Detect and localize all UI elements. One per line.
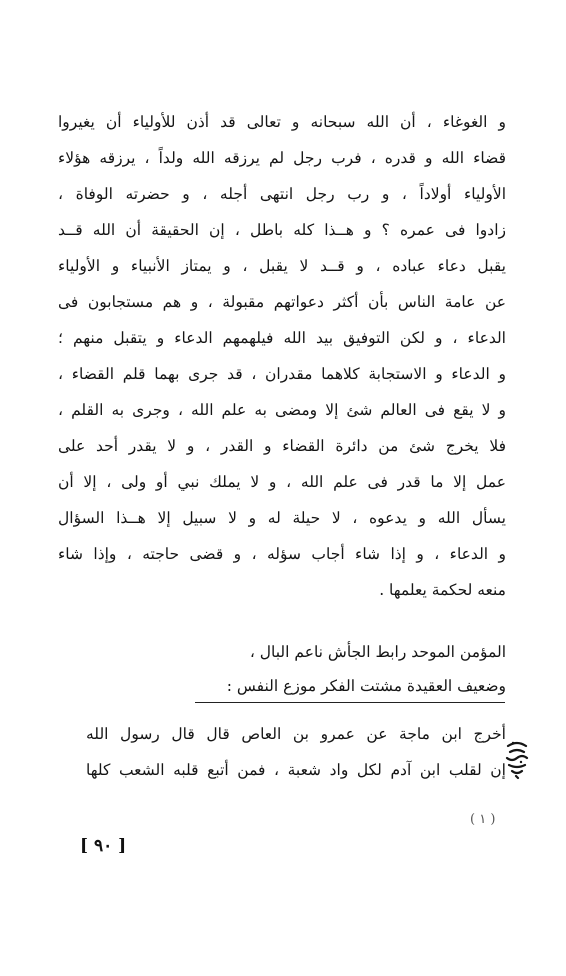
text-line: و الغوغاء ، أن الله سبحانه و تعالى قد أذن للأولياء أن يغيروا (58, 113, 506, 131)
text-line: عمل إلا ما قدر فى علم الله ، و لا يملك نبي أو ولى ، إلا أن (58, 473, 506, 491)
verse-line-1: المؤمن الموحد رابط الجأش ناعم البال ، (249, 643, 506, 661)
text-line: زادوا فى عمره ؟ و هــذا كله باطل ، إن الحقيقة أن الله قــد (58, 221, 506, 239)
text-line: منعه لحكمة يعلمها . (379, 581, 506, 599)
verse-line-2: وضعيف العقيدة مشتت الفكر موزع النفس : (226, 677, 506, 695)
text-line: قضاء الله و قدره ، فرب رجل لم يرزقه الله ولداً ، يرزقه هؤلاء (58, 149, 506, 167)
text-line: فلا يخرج شئ من دائرة القضاء و القدر ، و لا يقدر أحد على (58, 437, 506, 455)
text-line: و الدعاء و الاستجابة كلاهما مقدران ، قد جرى بهما قلم القضاء ، (58, 365, 506, 383)
text-line: و الدعاء ، و إذا شاء أجاب سؤله ، و قضى حاجته ، وإذا شاء (58, 545, 506, 563)
text-line: عن عامة الناس بأن أكثر دعواتهم مقبولة ، و هم مستجابون فى (58, 293, 506, 311)
text-line: الأولياء أولاداً ، و رب رجل انتهى أجله ، و حضرته الوفاة ، (58, 185, 506, 203)
salawat-seal-icon (504, 738, 530, 780)
verse-underline (195, 702, 505, 703)
hadith-line: إن لقلب ابن آدم لكل واد شعبة ، فمن أتبع قلبه الشعب كلها (86, 761, 506, 779)
text-line: يقبل دعاء عباده ، و قــد لا يقبل ، و يمتاز الأنبياء و الأولياء (58, 257, 506, 275)
text-line: الدعاء ، و لكن التوفيق بيد الله فيلهمهم الدعاء و يتقبل منهم ؛ (58, 329, 506, 347)
footnote-marker: ( ١ ) (470, 812, 496, 827)
hadith-line: أخرج ابن ماجة عن عمرو بن العاص قال قال رسول الله (86, 725, 506, 743)
page-number: [ ٩٠ ] (80, 836, 127, 856)
text-line: و لا يقع فى العالم شئ إلا ومضى به علم الله ، وجرى به القلم ، (58, 401, 506, 419)
text-line: يسأل الله و يدعوه ، لا حيلة له و لا سبيل إلا هــذا السؤال (58, 509, 506, 527)
